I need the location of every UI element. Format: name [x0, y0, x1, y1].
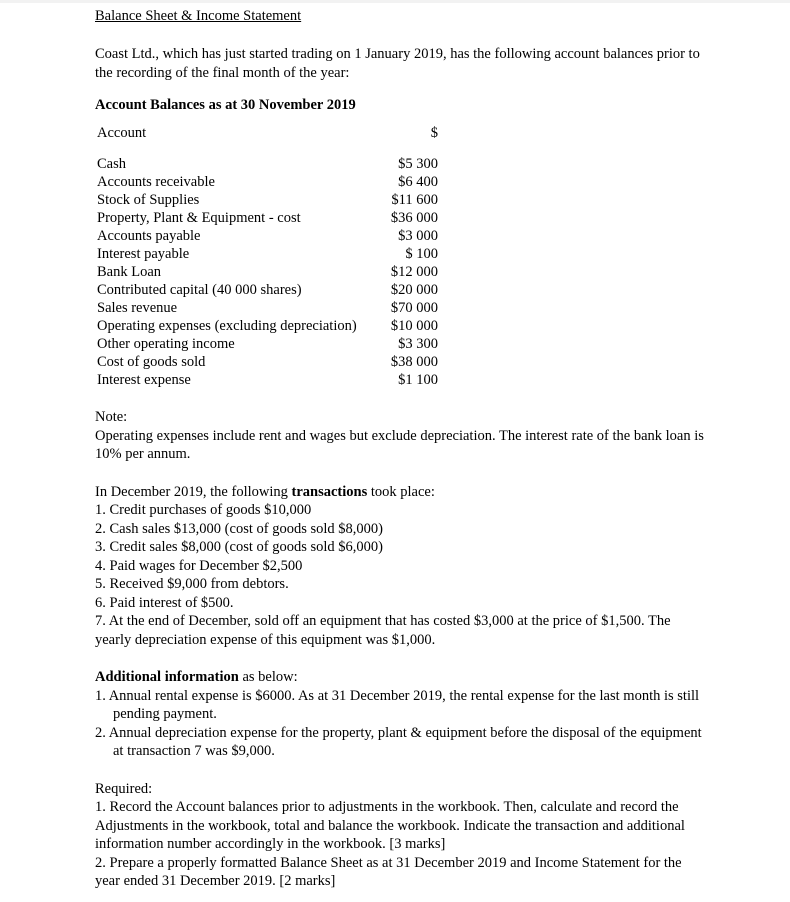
spacer — [95, 761, 705, 780]
account-balances-table — [97, 124, 438, 389]
account-balances-heading: Account Balances as at 30 November 2019 — [95, 97, 356, 113]
cell-account: Other operating income — [97, 336, 235, 352]
transactions-lead — [95, 483, 705, 502]
list-item: 1. Credit purchases of goods $10,000 — [95, 502, 312, 518]
cell-account: Interest expense — [97, 372, 191, 388]
note-label: Note: — [95, 409, 128, 425]
table-row — [97, 227, 438, 245]
cell-account: Cost of goods sold — [97, 354, 206, 370]
table-spacer-row — [97, 143, 438, 155]
cell-account: Property, Plant & Equipment - cost — [97, 210, 301, 226]
document-content — [95, 7, 705, 891]
list-item: 2. Prepare a properly formatted Balance Sheet as at 31 December 2019 and Income Statement for the year ended 31 December 2019. [2 marks] — [95, 854, 682, 889]
additional-information-lead-after: as below: — [238, 669, 298, 685]
transactions-list — [95, 501, 705, 649]
spacer — [95, 649, 705, 668]
intro-paragraph: Coast Ltd., which has just started trading on 1 January 2019, has the following account balances prior to the recording of the final month of the year: — [95, 46, 700, 81]
cell-amount: $20 000 — [390, 282, 438, 298]
list-item: 7. At the end of December, sold off an equipment that has costed $3,000 at the price of $1,500. The yearly depreciation expense of this equipment was $1,000. — [95, 613, 671, 648]
table-row — [97, 317, 438, 335]
transactions-lead-after: took place: — [367, 483, 435, 500]
column-header-account: Account — [97, 125, 147, 141]
cell-account: Operating expenses (excluding depreciation) — [97, 318, 357, 334]
column-header-amount: $ — [430, 125, 438, 141]
cell-account: Bank Loan — [97, 264, 162, 280]
spacer — [95, 464, 705, 483]
additional-information-lead — [95, 668, 705, 687]
spacer — [95, 389, 705, 408]
cell-amount: $1 100 — [398, 372, 438, 388]
table-row — [97, 299, 438, 317]
page-title: Balance Sheet & Income Statement — [95, 8, 302, 24]
spacer — [95, 26, 705, 45]
table-row — [97, 371, 438, 389]
transactions-lead-before: In December 2019, the following — [95, 483, 292, 500]
table-row — [97, 173, 438, 191]
cell-amount: $36 000 — [390, 210, 438, 226]
cell-amount: $10 000 — [390, 318, 438, 334]
additional-information-lead-bold: Additional information — [95, 669, 239, 685]
list-item: 3. Credit sales $8,000 (cost of goods sold $6,000) — [95, 539, 383, 555]
list-item: 5. Received $9,000 from debtors. — [95, 576, 289, 592]
table-row — [97, 335, 438, 353]
list-item: 4. Paid wages for December $2,500 — [95, 557, 303, 574]
table-row — [97, 245, 438, 263]
cell-amount: $5 300 — [398, 156, 438, 172]
table-row — [97, 209, 438, 227]
table-row — [97, 281, 438, 299]
list-item: 2. Annual depreciation expense for the property, plant & equipment before the disposal of the equipment at transaction 7 was $9,000. — [95, 724, 702, 759]
cell-amount: $11 600 — [391, 192, 438, 208]
cell-amount: $3 000 — [398, 228, 438, 244]
table-spacer-cell — [386, 143, 438, 155]
cell-amount: $70 000 — [390, 300, 438, 316]
account-balances-body — [97, 124, 438, 389]
cell-account: Accounts receivable — [97, 174, 215, 190]
cell-amount: $6 400 — [398, 174, 438, 190]
table-row — [97, 353, 438, 371]
cell-account: Interest payable — [97, 246, 190, 262]
additional-information-list — [95, 687, 705, 761]
list-item: 2. Cash sales $13,000 (cost of goods sold $8,000) — [95, 520, 383, 537]
spacer — [95, 82, 705, 96]
cell-account: Sales revenue — [97, 300, 178, 316]
table-header-row — [97, 124, 438, 143]
table-row — [97, 263, 438, 281]
cell-account: Accounts payable — [97, 228, 201, 244]
cell-account: Stock of Supplies — [97, 192, 200, 208]
spacer — [95, 115, 705, 124]
cell-account: Contributed capital (40 000 shares) — [97, 282, 302, 298]
transactions-lead-bold: transactions — [291, 483, 368, 500]
cell-amount: $ 100 — [405, 246, 438, 262]
table-row — [97, 191, 438, 209]
cell-account: Cash — [97, 156, 126, 172]
cell-amount: $12 000 — [390, 264, 438, 280]
list-item: 6. Paid interest of $500. — [95, 594, 234, 611]
table-spacer-cell — [97, 143, 386, 155]
cell-amount: $3 300 — [398, 336, 438, 352]
note-text: Operating expenses include rent and wages but exclude depreciation. The interest rate of the bank loan is 10% per annum. — [95, 427, 704, 462]
required-list — [95, 798, 705, 891]
table-row — [97, 155, 438, 173]
cell-amount: $38 000 — [390, 354, 438, 370]
required-label: Required: — [95, 780, 153, 797]
list-item: 1. Annual rental expense is $6000. As at 31 December 2019, the rental expense for the last month is still pending payment. — [95, 687, 700, 722]
list-item: 1. Record the Account balances prior to adjustments in the workbook. Then, calculate and record the Adjustments in the workbook, total and balance the workbook. Indicate the transaction and additional information number accordingly in the workbook. [3 marks] — [95, 799, 685, 852]
